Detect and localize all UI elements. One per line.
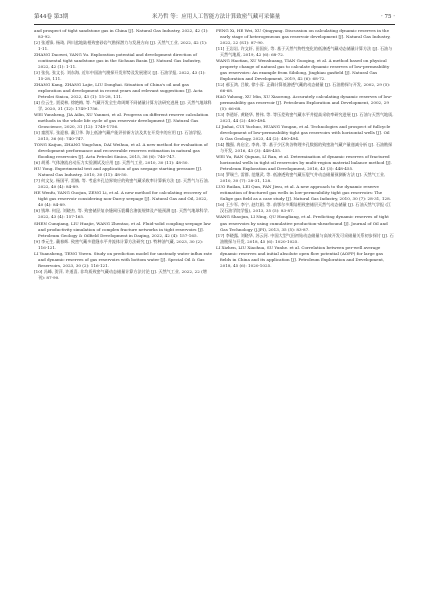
reference-entry: [13] 李道轩, 黄晓华, 曾伟, 等. 等压差致密气藏水平井提高采收率研究进展 [J]. 石油与天然气地质, 2021, 44 (2): 480-494.: [216, 112, 394, 124]
reference-entry: [11] 王岩岩, 许文轩, 田国庆, 等. 基于天然气物性变化的低渗透气藏动态储量计算方法 [J]. 石油与天然气地质, 2019, 42 (6): 68-72.: [216, 46, 393, 58]
reference-entry: [4] 位云生, 贾爱林, 徐艳梅, 等. 气藏开发全生命周期不同储量计算方法研究进展 [J]. 天然气地球科学, 2020, 31 (12): 1749-1756.: [34, 100, 212, 112]
reference-entry: [10] 冯峰, 贺萍, 许道喜, 非均质致密气藏动态储量计算方法讨论 [J]. 天然气工业, 2022, 22 (增刊): 87-90.: [34, 268, 207, 280]
page-number: · 75 ·: [381, 14, 395, 20]
reference-entry: [7] 何文友, 杨国平, 雷楠, 等. 考虑多孔边界效应的致密气藏采收率计算新方法 [J]. 天然气与石油, 2022, 40 (4): 84-89.: [34, 178, 209, 190]
reference-entry: [3] 张抗, 张文长. 刘东海, 近年中国油气勘探开发形势及发展建议 [J]. 石油学报, 2022, 43 (1): 15-28, 111.: [34, 70, 206, 82]
reference-entry: [16] 王少军, 李宁, 赵红娟, 等. 前鄂尔多斯陆相致密储层天然气动态储量 [J]. 石油天然气学报 (江汉石油学院学报), 2013, 35 (5): 83-87.: [216, 202, 392, 214]
header-rule: [34, 24, 395, 25]
references-right-column: [216, 28, 394, 269]
reference-entry: WEI Yunsheng, JIA Ailin, XU Yanmei, et al. Progress on different reserve calculation methods in the whole life cycle of gas reservoir development [J]. Natural Gas Geoscience, 2020, 31 (12): 1749-1756.: [34, 112, 209, 130]
reference-entry: HAO Yuhong, XU Min, XU Xiaorong. Accurately calculating dynamic reserves of low-permeability gas reservoir [J]. Petroleum Exploration and Development, 2002, 29 (5): 66-68.: [216, 94, 393, 112]
running-header: [34, 11, 395, 23]
reference-entry: [15] 罗瑞兰, 雷群, 范继武, 等. 低渗透致密气藏压裂气井动态储量预测新方法 [J]. 天然气工业, 2010, 30 (7): 28-31, 128.: [216, 172, 386, 184]
reference-entry: [5] 童凯军, 张迎春, 戴卫华. 海上低渗气藏产能评价新方法及其在开发中的应用 [J]. 石油学报, 2015, 36 (6): 740-747.: [34, 130, 203, 142]
reference-entry: [9] 李元生, 戴春辉. 致密气藏多裂缝水平井流体计算方法研究 [J]. 特种油气藏, 2023, 30 (2): 116-121.: [34, 238, 204, 250]
reference-entry: TONG Kaijun, ZHANG Yingchun, DAI Weihua, et al. A new method for evaluation of development performance and recoverable reserves estimation in natural gas flooding reservoirs [J]. Acta Petrolei Sinica, 2015, 36 (6): 740-747.: [34, 142, 208, 160]
reference-entry: HU Yong. Experimental test and application of gas seepage starting pressure [J]. Natural Gas Industry, 2010, 30 (11): 48-50.: [34, 166, 203, 178]
reference-entry: [12] 郝玉鸿, 吕敏, 徐小蓉. 正确计算低渗透气藏的动态储量 [J]. 石油勘探与开发, 2002, 29 (5): 66-68.: [216, 82, 391, 94]
reference-entry: ZHANG Kang, ZHANG Lajie, LIU Donghai. Situation of China's oil and gas exploration and development in recent years and relevant suggestions [J]. Acta Petrolei Sinica, 2022, 43 (1): 15-28, 111.: [34, 82, 203, 100]
reference-entry: [2] 张道锋, 杨琦, 四川盆地陆相致密砂岩气勘探潜力与发展方向 [J]. 天然气工业, 2022, 42 (1): 1-11.: [34, 40, 208, 52]
reference-entry: and prospect of tight sandstone gas in China [J]. Natural Gas Industry, 2022, 42 (1): 83-92.: [34, 28, 209, 40]
reference-entry: [6] 胡勇. 气体渗流启动压力实验测试及应用 [J]. 天然气工业, 2010, 30 (11): 48-50.: [34, 160, 189, 166]
reference-entry: [17] 李晓露, 刘晓华, 苏云河. 中国大型气田初始动态储量与高效开发可采储量关系初步探讨 [J]. 石油勘探与开发, 2018, 45 (6): 1020-1025.: [216, 232, 394, 244]
reference-entry: WEI Yu, RAN Qiquan, LI Ran, et al. Determination of dynamic reserves of fractured horizontal wells in tight oil reservoirs by multi-region material balance method [J]. Petroleum Exploration and Development, 2016, 43 (3): 448-455.: [216, 154, 392, 172]
running-title: 米乃哲 等：应用人工智能方法计算致密气藏可采储量: [152, 14, 281, 20]
reference-entry: ZHANG Daowei, YANG Yu. Exploration potential and development direction of continental tight sandstone gas in the Sichuan Basin [J]. Natural Gas Industry, 2022, 42 (1): 1-11.: [34, 52, 201, 70]
reference-entry: FENG Xi, HE Wei, XU Qingyang. Discussion on calculating dynamic reserves in the early stage of heterogeneous gas reservoir development [J]. Natural Gas Industry, 2022, 22 (S1): 87-90.: [216, 28, 391, 46]
reference-entry: LUO Ruilan, LEI Qun, FAN Jiwu, et al. A new approach to the dynamic reserve estimation of fractured gas wells in low-permeability tight gas reservoirs: The Sulige gas field as a case study [J]. Natural Gas Industry, 2010, 30 (7): 28-31, 128.: [216, 184, 391, 202]
reference-entry: LI Xizhen, LIU Xiaohua, SU Yunhe. et al. Correlation between per-well average dynamic reserves and initial absolute open flow potential (AOFP) for large gas fields in China and its application [J]. Petroleum Exploration and Development, 2018, 45 (6): 1020-1025.: [216, 244, 385, 268]
reference-entry: LI Jinhai, CUI Yuchuo, HUANG Yongan, et al. Technologies and prospect of fullcycle development of low-permeability tight gas reservoirs with horizontal wells [J]. Oil & Gas Geology, 2023, 44 (2): 480-494.: [216, 124, 391, 142]
reference-entry: [8] 钱坤. 何昆, 刘晓杰, 等. 致密储层复杂缝网压裂耦合渗流规律及产能预测 [J]. 天然气地球科学, 2022, 43 (4): 157-165.: [34, 208, 209, 220]
reference-entry: HE Wenfu, YANG Guojun, ZENG Li, et al. A new method for calculating recovery of tight gas reservoir considering non-Darcy seepage [J]. Natural Gas and Oil, 2022, 40 (4): 84-89.: [34, 190, 208, 208]
reference-entry: WANG Shaojun, LI Ning, QU Hongliang, et al. Predicting dynamic reserves of tight gas reservoirs by using cumulative production-shearbound [J]. Journal of Oil and Gas Technology (J.JPI), 2013, 35 (5): 83-87.: [216, 214, 389, 232]
reference-entry: SHEN Cunqiang, LIU Huajie, WANG Zhentao, et al. Fluid-solid coupling seepage law and productivity simulation of complex fracture networks in tight reservoirs [J]. Petroleum Geology & Oilfield Development in Daqing, 2022, 42 (4): 157-165.: [34, 220, 211, 238]
reference-entry: LI Yuansheng, TENG Yiwen. Study on prediction model for unsteady water influx rate and dynamic reserves of gas reservoirs with bottom water [J]. Special Oil & Gas Reservoirs, 2023, 30 (2): 116-121.: [34, 250, 213, 268]
reference-entry: [14] 魏强, 冉启全, 李冉, 等. 基于少区块各物理多孔数据的致密油气藏产量递减分析 [J]. 石油勘探与开发, 2016, 43 (3): 448-455.: [216, 142, 393, 154]
references-left-column: [34, 28, 212, 281]
issue-label: 第44卷 第3期: [34, 14, 69, 20]
reference-entry: WANG Haotian, XU Wenshuang, TIAN Guoqing, et al. A method based on physical property change of natural gas to calculate dynamic reserves of low-permeability gas reservoirs: An example from Sibilong, Jinghiau gasfield [J]. Natural Gas Exploration and Development, 2019, 42 (6): 68-72.: [216, 58, 390, 82]
